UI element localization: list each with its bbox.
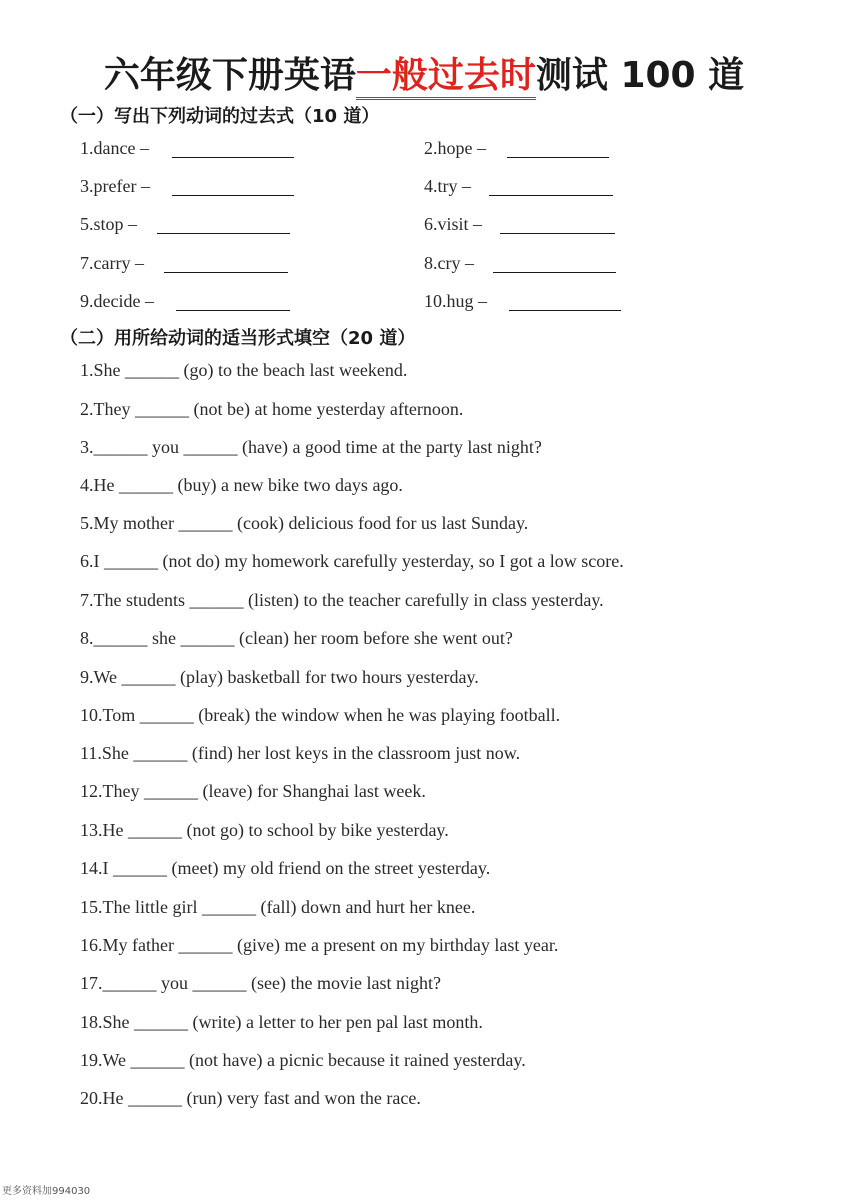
answer-blank-6[interactable]	[500, 233, 615, 234]
fill-sentence-2: 2.They ______ (not be) at home yesterday afternoon.	[80, 399, 464, 419]
fill-sentence-18: 18.She ______ (write) a letter to her pen pal last month.	[80, 1012, 483, 1032]
page-title	[0, 50, 848, 102]
title-prefix: 六年级下册英语	[103, 55, 356, 96]
verb-item-7: 7.carry –	[80, 253, 144, 273]
title-suffix: 测试 100 道	[535, 55, 745, 96]
title-highlight: 一般过去时	[356, 55, 536, 100]
fill-sentence-15: 15.The little girl ______ (fall) down and hurt her knee.	[80, 897, 476, 917]
fill-sentence-11: 11.She ______ (find) her lost keys in the classroom just now.	[80, 743, 521, 763]
fill-sentence-16: 16.My father ______ (give) me a present on my birthday last year.	[80, 935, 559, 955]
fill-sentence-9: 9.We ______ (play) basketball for two hours yesterday.	[80, 667, 479, 687]
fill-sentence-7: 7.The students ______ (listen) to the teacher carefully in class yesterday.	[80, 590, 604, 610]
verb-item-1: 1.dance –	[80, 138, 149, 158]
answer-blank-2[interactable]	[507, 157, 609, 158]
answer-blank-9[interactable]	[176, 310, 290, 311]
verb-item-6: 6.visit –	[424, 214, 483, 234]
fill-sentence-8: 8.______ she ______ (clean) her room before she went out?	[80, 628, 513, 648]
fill-sentence-10: 10.Tom ______ (break) the window when he was playing football.	[80, 705, 561, 725]
fill-sentence-1: 1.She ______ (go) to the beach last weekend.	[80, 360, 408, 380]
verb-item-10: 10.hug –	[424, 291, 487, 311]
verb-item-8: 8.cry –	[424, 253, 474, 273]
fill-sentence-20: 20.He ______ (run) very fast and won the race.	[80, 1088, 421, 1108]
answer-blank-10[interactable]	[509, 310, 621, 311]
fill-sentence-12: 12.They ______ (leave) for Shanghai last week.	[80, 781, 426, 801]
answer-blank-7[interactable]	[164, 272, 288, 273]
fill-sentence-5: 5.My mother ______ (cook) delicious food for us last Sunday.	[80, 513, 529, 533]
verb-item-3: 3.prefer –	[80, 176, 150, 196]
fill-sentence-14: 14.I ______ (meet) my old friend on the street yesterday.	[80, 858, 491, 878]
verb-item-9: 9.decide –	[80, 291, 154, 311]
answer-blank-4[interactable]	[489, 195, 613, 196]
verb-item-2: 2.hope –	[424, 138, 486, 158]
answer-blank-1[interactable]	[172, 157, 294, 158]
fill-sentence-6: 6.I ______ (not do) my homework carefully yesterday, so I got a low score.	[80, 551, 624, 571]
verb-item-4: 4.try –	[424, 176, 471, 196]
fill-sentence-17: 17.______ you ______ (see) the movie last night?	[80, 973, 441, 993]
answer-blank-5[interactable]	[157, 233, 290, 234]
fill-sentence-4: 4.He ______ (buy) a new bike two days ago.	[80, 475, 403, 495]
section-2-heading: （二）用所给动词的适当形式填空（20 道）	[60, 328, 416, 349]
verb-item-5: 5.stop –	[80, 214, 138, 234]
fill-sentence-3: 3.______ you ______ (have) a good time at the party last night?	[80, 437, 542, 457]
section-1-heading: （一）写出下列动词的过去式（10 道）	[60, 106, 380, 127]
answer-blank-3[interactable]	[172, 195, 294, 196]
footer-note: 更多资料加994030	[2, 1186, 91, 1197]
answer-blank-8[interactable]	[493, 272, 616, 273]
fill-sentence-13: 13.He ______ (not go) to school by bike yesterday.	[80, 820, 449, 840]
fill-sentence-19: 19.We ______ (not have) a picnic because it rained yesterday.	[80, 1050, 526, 1070]
